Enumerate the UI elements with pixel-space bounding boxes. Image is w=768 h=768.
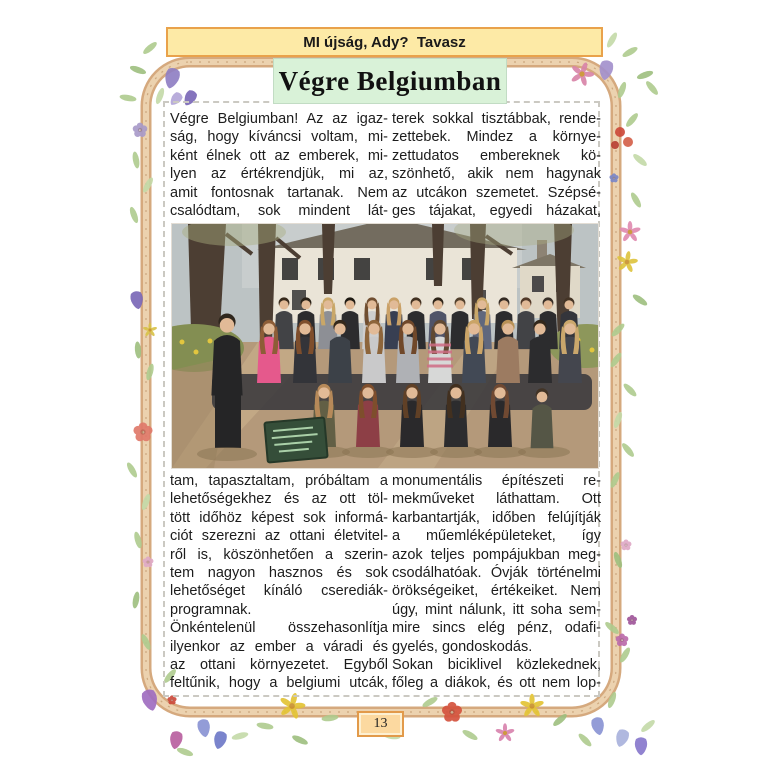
text-line: azok teljes pompájukban meg-	[392, 546, 601, 563]
text-line: tam, tapasztaltam, próbáltam a	[170, 473, 388, 489]
text-line: feltűnik, hogy a belgiumi utcák,	[170, 675, 388, 692]
text-line: ság, hogy kíváncsi voltam, mi-	[170, 129, 388, 146]
text-line: az utcákon szemetet. Szépsé-	[392, 184, 601, 201]
article-title: Végre Belgiumban	[278, 65, 502, 96]
text-line: csodálhatóak. Óvják történelmi	[392, 565, 601, 582]
text-line: zettudatos embereknek kö-	[392, 147, 601, 164]
paragraph	[392, 110, 601, 220]
text-line: amit fontosnak tartanak. Nem	[170, 184, 388, 201]
text-line: programnak.	[170, 601, 252, 618]
text-column-top-left	[170, 110, 388, 220]
paragraph	[170, 110, 388, 220]
text-line: örökségeiket, értékeiket. Nem	[392, 583, 601, 600]
text-line: monumentális építészeti re-	[392, 473, 601, 489]
text-line: lehetőségekhez és az ott töl-	[170, 491, 388, 508]
text-line: ilyenkor az ember a váradi és	[170, 638, 388, 655]
text-line: lyen az értékrendjük, mi az,	[170, 166, 388, 183]
paragraph	[392, 656, 601, 693]
group-photo	[172, 224, 598, 468]
paragraph	[392, 472, 601, 656]
article-title-box	[273, 58, 507, 104]
text-line: szönhető, akik nem hagynak	[392, 166, 601, 183]
text-line: ről is, köszönhetően a szerin-	[170, 546, 388, 563]
text-line: terek sokkal tisztábbak, rende-	[392, 111, 601, 127]
text-column-top-right	[392, 110, 601, 220]
page-number: 13	[373, 716, 388, 731]
text-line: Végre Belgiumban! Az az igaz-	[170, 111, 388, 127]
text-line: tem nagyon hasznos és sok	[170, 565, 388, 582]
text-line: gyelés, gondoskodás.	[392, 638, 533, 655]
text-line: mire sincs elég pénz, odafi-	[392, 620, 601, 637]
text-line: karbantartják, időben felújítják	[392, 509, 601, 526]
paragraph	[170, 472, 388, 619]
text-line: a műemléképületeket, így	[392, 528, 601, 545]
text-line: ként élnek ott az emberek, mi-	[170, 147, 388, 164]
text-line: az ottani környezetet. Egyből	[170, 657, 388, 674]
text-line: főleg a diákok, és ott nem lop-	[392, 675, 601, 692]
newsletter-title: MI újság, Ady? Tavasz	[303, 33, 466, 51]
text-line: mekműveket láthattam. Ott	[392, 491, 601, 508]
text-line: csalódtam, sok mindent lát-	[170, 203, 388, 220]
paragraph	[170, 619, 388, 693]
text-line: Önkéntelenül összehasonlítja	[170, 620, 388, 637]
text-line: tött időhöz képest sok informá-	[170, 509, 388, 526]
text-column-bottom-left	[170, 472, 388, 693]
text-line: lehetőséget kínáló cserediák-	[170, 583, 388, 600]
page-number-badge	[357, 711, 404, 737]
text-line: úgy, mint nálunk, itt soha sem-	[392, 601, 601, 618]
text-line: zettebek. Mindez a környe-	[392, 129, 601, 146]
group-photo-illustration	[172, 224, 598, 468]
newsletter-header-banner	[166, 27, 603, 57]
text-line: Sokan biciklivel közlekednek,	[392, 657, 601, 674]
text-line: ciót szerezni az ottani életvitel-	[170, 528, 388, 545]
text-line: ges tájakat, egyedi házakat,	[392, 203, 601, 220]
text-column-bottom-right	[392, 472, 601, 693]
